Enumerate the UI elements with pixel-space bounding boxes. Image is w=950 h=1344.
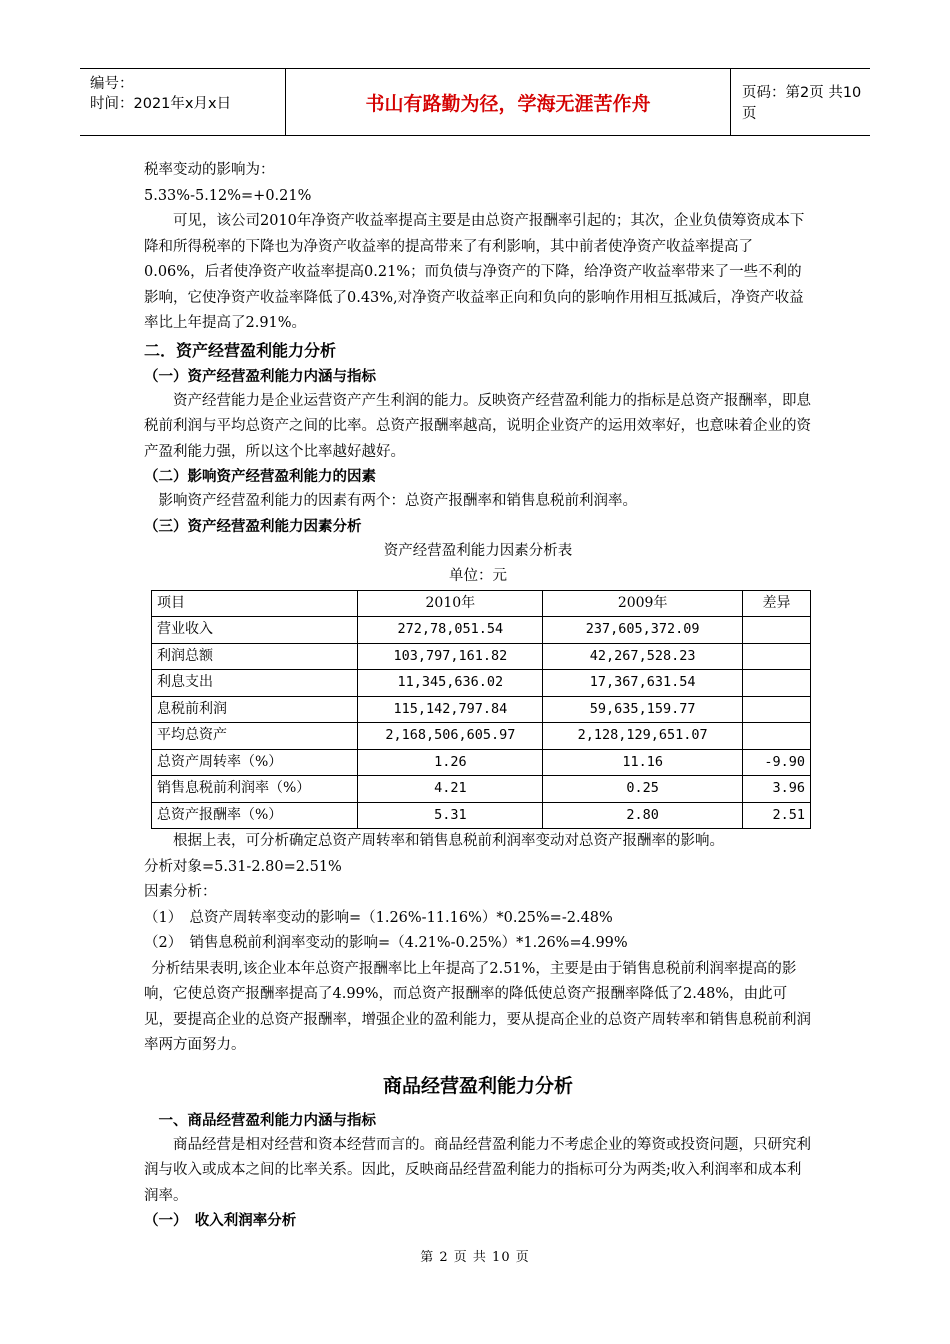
paragraph: （1） 总资产周转率变动的影响=（1.26%-11.16%）*0.25%=-2.48% bbox=[144, 909, 613, 926]
table-header-cell: 2009年 bbox=[543, 590, 743, 617]
document-date-label: 时间：2021年x月x日 bbox=[90, 96, 232, 112]
table-cell: 103,797,161.82 bbox=[358, 643, 543, 670]
table-cell: 2.80 bbox=[543, 802, 743, 829]
subsection-heading: （一） 收入利润率分析 bbox=[144, 1213, 297, 1229]
table-cell bbox=[743, 696, 811, 723]
table-cell: 利息支出 bbox=[152, 670, 358, 697]
paragraph: 税率变动的影响为： bbox=[144, 162, 275, 178]
paragraph: 5.33%-5.12%=+0.21% bbox=[144, 187, 312, 204]
table-row bbox=[152, 696, 811, 723]
table-cell: 3.96 bbox=[743, 776, 811, 803]
table-unit: 单位：元 bbox=[449, 568, 507, 584]
paragraph: 资产经营能力是企业运营资产产生利润的能力。反映资产经营盈利能力的指标是总资产报酬率，即息税前利润与平均总资产之间的比率。总资产报酬率越高，说明企业资产的运用效率好，也意味着企业的资产盈利能力强，所以这个比率越好越好。 bbox=[144, 392, 811, 460]
document-body bbox=[144, 158, 812, 1233]
paragraph: 分析对象=5.31-2.80=2.51% bbox=[144, 858, 342, 875]
table-row bbox=[152, 670, 811, 697]
table-cell bbox=[743, 670, 811, 697]
table-cell: 4.21 bbox=[358, 776, 543, 803]
table-cell: -9.90 bbox=[743, 749, 811, 776]
table-row bbox=[152, 749, 811, 776]
table-cell: 总资产周转率（%） bbox=[152, 749, 358, 776]
paragraph: （2） 销售息税前利润率变动的影响=（4.21%-0.25%）*1.26%=4.99% bbox=[144, 935, 628, 951]
table-cell: 1.26 bbox=[358, 749, 543, 776]
table-cell: 11.16 bbox=[543, 749, 743, 776]
table-cell: 0.25 bbox=[543, 776, 743, 803]
table-cell: 42,267,528.23 bbox=[543, 643, 743, 670]
table-cell: 17,367,631.54 bbox=[543, 670, 743, 697]
table-cell: 115,142,797.84 bbox=[358, 696, 543, 723]
paragraph: 影响资产经营盈利能力的因素有两个：总资产报酬率和销售息税前利润率。 bbox=[158, 493, 637, 509]
page-footer: 第 2 页 共 10 页 bbox=[420, 1250, 530, 1265]
table-cell: 销售息税前利润率（%） bbox=[152, 776, 358, 803]
table-cell: 2,128,129,651.07 bbox=[543, 723, 743, 750]
table-cell: 利润总额 bbox=[152, 643, 358, 670]
header-motto: 书山有路勤为径，学海无涯苦作舟 bbox=[285, 69, 731, 135]
subsection-heading: （一）资产经营盈利能力内涵与指标 bbox=[144, 368, 376, 385]
header-left-cell bbox=[80, 69, 285, 135]
paragraph: 根据上表，可分析确定总资产周转率和销售息税前利润率变动对总资产报酬率的影响。 bbox=[173, 833, 724, 849]
subsection-heading: （三）资产经营盈利能力因素分析 bbox=[144, 518, 362, 535]
table-row bbox=[152, 776, 811, 803]
table-title: 资产经营盈利能力因素分析表 bbox=[383, 542, 573, 559]
table-cell bbox=[743, 723, 811, 750]
subsection-heading: 一、商品经营盈利能力内涵与指标 bbox=[158, 1112, 376, 1129]
table-cell: 2.51 bbox=[743, 802, 811, 829]
table-header-cell: 差异 bbox=[743, 590, 811, 617]
table-header-cell: 项目 bbox=[152, 590, 358, 617]
table-row bbox=[152, 617, 811, 644]
table-cell: 5.31 bbox=[358, 802, 543, 829]
table-cell bbox=[743, 643, 811, 670]
document-number-label: 编号： bbox=[90, 76, 134, 92]
table-header-row bbox=[152, 590, 811, 617]
table-cell: 平均总资产 bbox=[152, 723, 358, 750]
table-cell: 272,78,051.54 bbox=[358, 617, 543, 644]
page-header bbox=[80, 68, 870, 136]
table-cell: 237,605,372.09 bbox=[543, 617, 743, 644]
header-page-number: 页码：第2页 共10页 bbox=[742, 85, 862, 122]
table-row bbox=[152, 802, 811, 829]
table-cell: 息税前利润 bbox=[152, 696, 358, 723]
table-cell bbox=[743, 617, 811, 644]
table-row bbox=[152, 723, 811, 750]
table-cell: 11,345,636.02 bbox=[358, 670, 543, 697]
table-cell: 59,635,159.77 bbox=[543, 696, 743, 723]
analysis-table bbox=[151, 590, 811, 830]
paragraph: 可见，该公司2010年净资产收益率提高主要是由总资产报酬率引起的；其次，企业负债筹资成本下降和所得税率的下降也为净资产收益率的提高带来了有利影响，其中前者使净资产收益率提高了0.06%，后者使净资产收益率提高0.21%；而负债与净资产的下降，给净资产收益率带来了一些不利的影响，它使净资产收益率降低了0.43%,对净资产收益率正向和负向的影响作用相互抵减后，净资产收益率比上年提高了2.91%。 bbox=[144, 213, 805, 331]
section-heading: 二．资产经营盈利能力分析 bbox=[144, 340, 337, 360]
table-cell: 总资产报酬率（%） bbox=[152, 802, 358, 829]
table-row bbox=[152, 643, 811, 670]
table-header-cell: 2010年 bbox=[358, 590, 543, 617]
subsection-heading: （二）影响资产经营盈利能力的因素 bbox=[144, 469, 376, 485]
table-cell: 营业收入 bbox=[152, 617, 358, 644]
paragraph: 商品经营是相对经营和资本经营而言的。商品经营盈利能力不考虑企业的筹资或投资问题，只研究利润与收入或成本之间的比率关系。因此，反映商品经营盈利能力的指标可分为两类;收入利润率和成本利润率。 bbox=[144, 1136, 811, 1204]
paragraph: 分析结果表明,该企业本年总资产报酬率比上年提高了2.51%，主要是由于销售息税前利润率提高的影响，它使总资产报酬率提高了4.99%，而总资产报酬率的降低使总资产报酬率降低了2.48%，由此可见，要提高企业的总资产报酬率，增强企业的盈利能力，要从提高企业的总资产周转率和销售息税前利润率两方面努力。 bbox=[144, 960, 811, 1053]
chapter-heading: 商品经营盈利能力分析 bbox=[382, 1074, 573, 1097]
paragraph: 因素分析： bbox=[144, 884, 217, 900]
table-cell: 2,168,506,605.97 bbox=[358, 723, 543, 750]
